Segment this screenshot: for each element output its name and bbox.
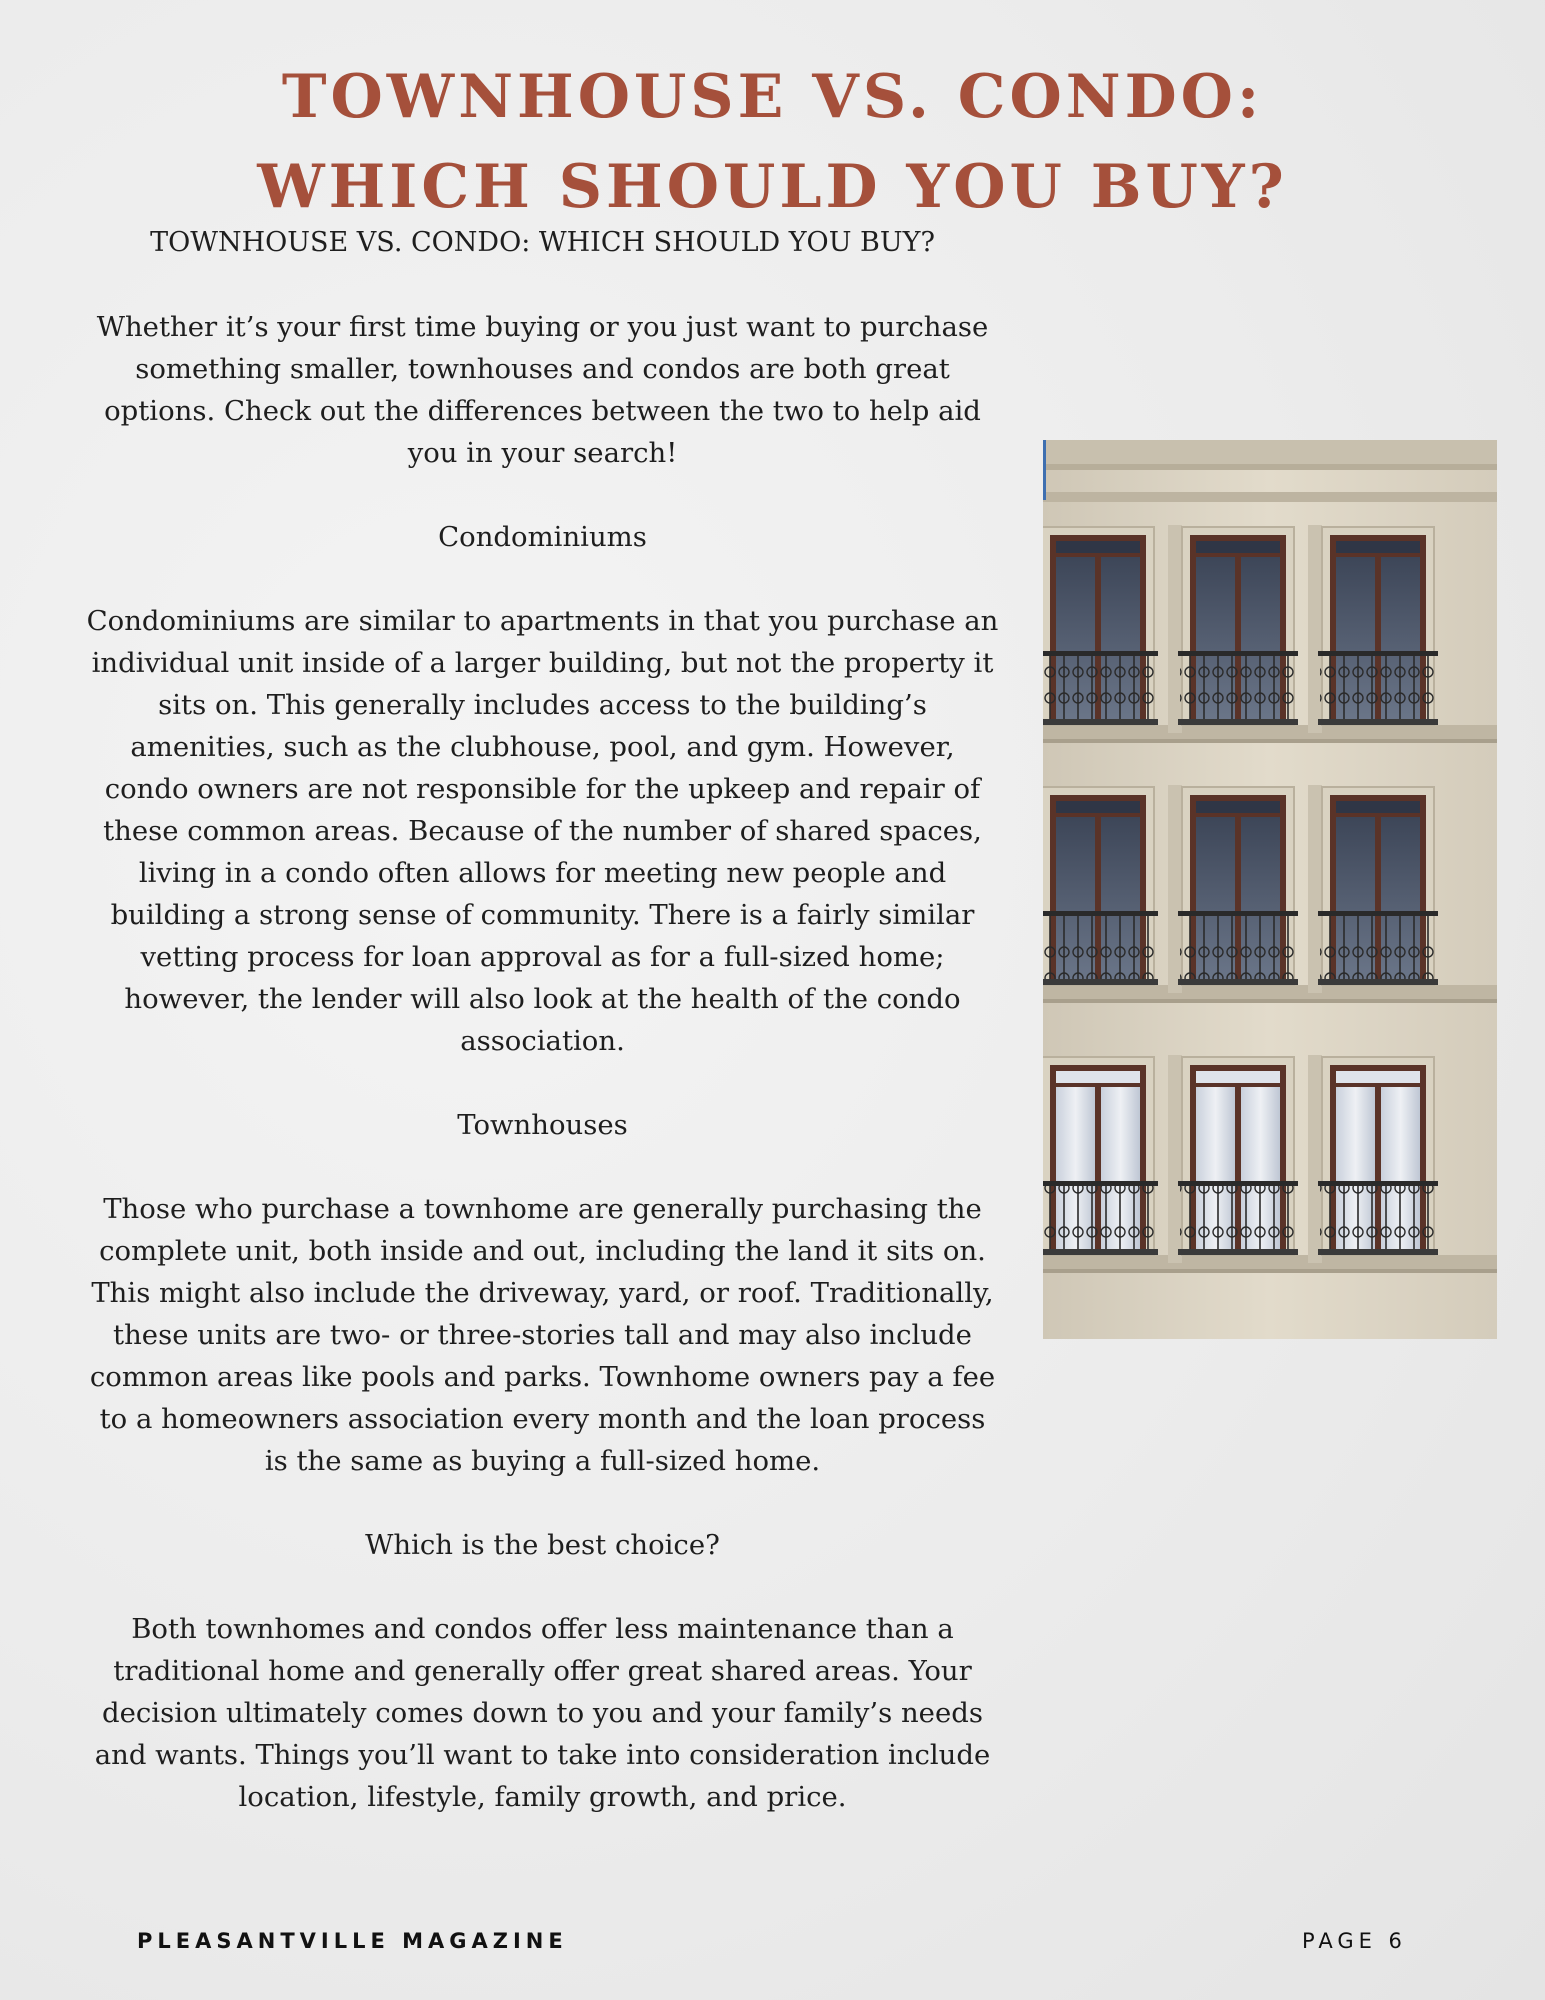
footer-publication: PLEASANTVILLE MAGAZINE bbox=[137, 1929, 568, 1953]
intro-paragraph: Whether it’s your first time buying or you just want to purchase something smaller, townhouses and condos are both great options. Check out the differences between the two to help aid you in your search! bbox=[96, 311, 989, 469]
title-line-1: TOWNHOUSE VS. CONDO: bbox=[281, 62, 1264, 132]
building-facade-photo bbox=[1043, 440, 1497, 1339]
condo-heading: Condominiums bbox=[438, 521, 647, 553]
article-subtitle: TOWNHOUSE VS. CONDO: WHICH SHOULD YOU BUY? bbox=[150, 227, 935, 258]
townhouse-heading: Townhouses bbox=[457, 1109, 628, 1141]
article-body bbox=[85, 222, 1000, 1860]
footer-page-number: PAGE 6 bbox=[1302, 1929, 1407, 1953]
townhouse-paragraph: Those who purchase a townhome are generally purchasing the complete unit, both inside and out, including the land it sits on. This might also include the driveway, yard, or roof. Traditionally, these units are two- or three-stories tall and may also include common areas like pools and parks. Townhome owners pay a fee to a homeowners association every month and the loan process is the same as buying a full-sized home. bbox=[89, 1193, 996, 1477]
page-title bbox=[0, 52, 1545, 232]
title-line-2: WHICH SHOULD YOU BUY? bbox=[257, 152, 1288, 222]
condo-paragraph: Condominiums are similar to apartments in that you purchase an individual unit inside of a larger building, but not the property it sits on. This generally includes access to the building’s amenities, such as the clubhouse, pool, and gym. However, condo owners are not responsible for the upkeep and repair of these common areas. Because of the number of shared spaces, living in a condo often allows for meeting new people and building a strong sense of community. There is a fairly similar vetting process for loan approval as for a full-sized home; however, the lender will also look at the health of the condo association. bbox=[86, 605, 999, 1057]
building-facade-icon bbox=[1043, 440, 1497, 1339]
choice-paragraph: Both townhomes and condos offer less maintenance than a traditional home and generally offer great shared areas. Your decision ultimately comes down to you and your family’s needs and wants. Things you’ll want to take into consideration include location, lifestyle, family growth, and price. bbox=[94, 1613, 991, 1813]
choice-heading: Which is the best choice? bbox=[365, 1529, 720, 1561]
